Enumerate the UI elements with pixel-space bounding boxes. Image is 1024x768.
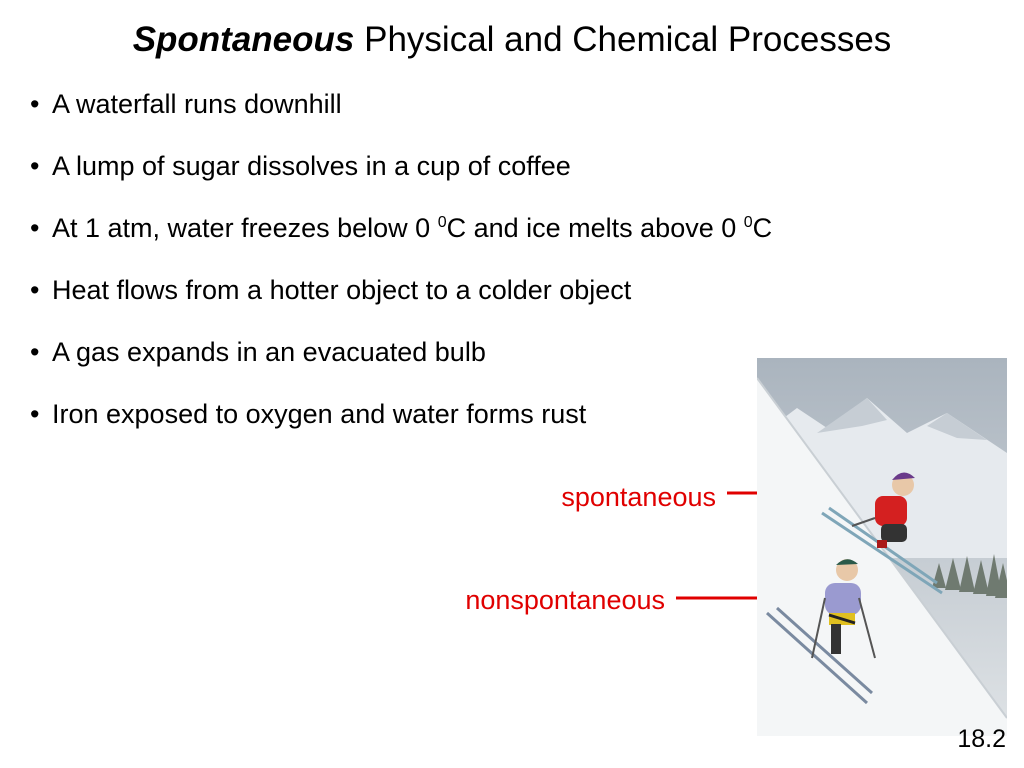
bullet-item: [30, 332, 772, 394]
slide-number: 18.2: [957, 725, 1006, 753]
superscript-degree: 0: [437, 214, 447, 231]
bullet-list: [30, 84, 772, 456]
bullet-dot: •: [30, 213, 40, 243]
bullet-text: At 1 atm, water freezes below 0: [52, 213, 438, 243]
skiers-illustration: [757, 358, 1007, 736]
bullet-item: [30, 208, 772, 270]
spontaneous-label: spontaneous: [561, 482, 716, 512]
title-rest: Physical and Chemical Processes: [354, 20, 892, 59]
superscript-degree: 0: [743, 214, 753, 231]
bullet-item: [30, 146, 772, 208]
bullet-item: [30, 394, 772, 456]
nonspontaneous-label: nonspontaneous: [465, 585, 665, 615]
bullet-dot: •: [30, 151, 40, 181]
slide-title: [0, 18, 1024, 62]
title-emphasis: Spontaneous: [132, 20, 355, 59]
bullet-item: [30, 84, 772, 146]
bullet-dot: •: [30, 275, 40, 305]
bullet-text: Heat flows from a hotter object to a colder object: [52, 275, 632, 305]
bullet-text: Iron exposed to oxygen and water forms rust: [52, 399, 587, 429]
bullet-text: A gas expands in an evacuated bulb: [52, 337, 486, 367]
bullet-text: A lump of sugar dissolves in a cup of coffee: [52, 151, 571, 181]
bullet-dot: •: [30, 89, 40, 119]
bullet-text: A waterfall runs downhill: [52, 89, 342, 119]
bullet-dot: •: [30, 399, 40, 429]
bullet-dot: •: [30, 337, 40, 367]
bullet-text-mid: C and ice melts above 0: [446, 213, 744, 243]
bullet-item: [30, 270, 772, 332]
bullet-text-end: C: [752, 213, 773, 243]
